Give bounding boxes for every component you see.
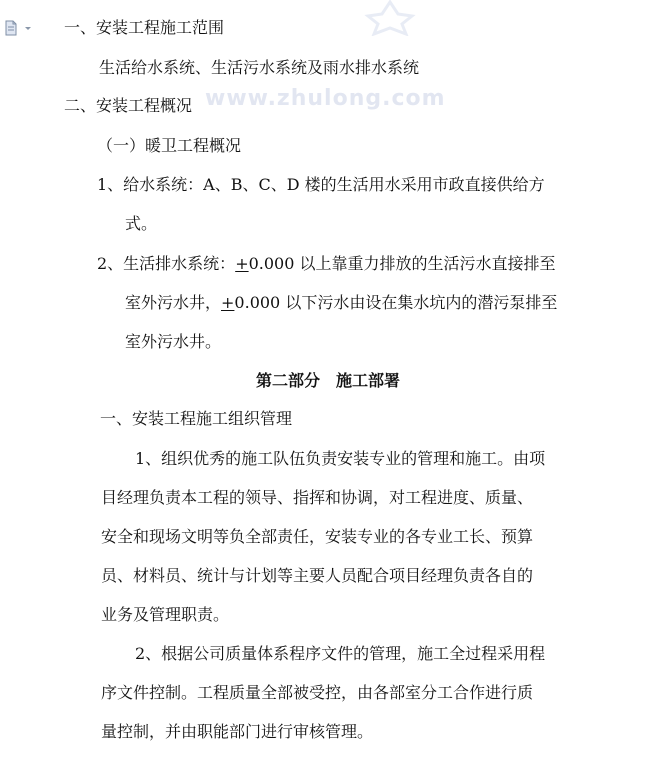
section-title-part-two: 第二部分 施工部署 bbox=[256, 371, 401, 390]
paragraph-management-2-l2: 序文件控制。工程质量全部被受控，由各部室分工合作进行质 bbox=[101, 683, 534, 702]
plus-minus-sign: + bbox=[235, 254, 249, 273]
paragraph-water-supply: 1、给水系统：A、B、C、D 楼的生活用水采用市政直接供给方 bbox=[97, 175, 545, 194]
watermark-logo-icon bbox=[360, 0, 420, 36]
heading-construction-management: 一、安装工程施工组织管理 bbox=[100, 409, 293, 428]
paragraph-management-1-l3: 安全和现场文明等负全部责任，安装专业的各专业工长、预算 bbox=[101, 527, 534, 546]
paragraph-management-1-l2: 目经理负责本工程的领导、指挥和协调，对工程进度、质量、 bbox=[101, 488, 534, 507]
drainage-cont-text: 0.000 以下污水由设在集水坑内的潜污泵排至 bbox=[234, 293, 558, 312]
watermark: www.zhulong.com bbox=[205, 86, 446, 111]
paragraph-drainage-cont bbox=[125, 293, 557, 313]
drainage-label: 2、生活排水系统： bbox=[97, 254, 236, 273]
subheading-plumbing-overview: （一）暖卫工程概况 bbox=[97, 136, 242, 155]
heading-installation-overview: 二、安装工程概况 bbox=[64, 96, 193, 115]
heading-installation-scope: 一、安装工程施工范围 bbox=[64, 18, 225, 37]
plus-minus-sign: + bbox=[221, 293, 235, 312]
paragraph-drainage bbox=[97, 254, 556, 274]
paragraph-management-2-l3: 量控制，并由职能部门进行审核管理。 bbox=[101, 722, 374, 741]
paragraph-management-1-l5: 业务及管理职责。 bbox=[101, 605, 230, 624]
paragraph-water-supply-cont: 式。 bbox=[125, 214, 158, 233]
drainage-cont-label: 室外污水井， bbox=[125, 293, 222, 312]
paragraph-management-2: 2、根据公司质量体系程序文件的管理，施工全过程采用程 bbox=[135, 644, 546, 663]
paragraph-drainage-end: 室外污水井。 bbox=[125, 332, 222, 351]
paragraph-management-1: 1、组织优秀的施工队伍负责安装专业的管理和施工。由项 bbox=[135, 449, 546, 468]
paragraph-scope-systems: 生活给水系统、生活污水系统及雨水排水系统 bbox=[99, 58, 420, 77]
document-icon[interactable] bbox=[4, 20, 34, 36]
paragraph-management-1-l4: 员、材料员、统计与计划等主要人员配合项目经理负责各自的 bbox=[101, 566, 534, 585]
drainage-text: 0.000 以上靠重力排放的生活污水直接排至 bbox=[248, 254, 556, 273]
